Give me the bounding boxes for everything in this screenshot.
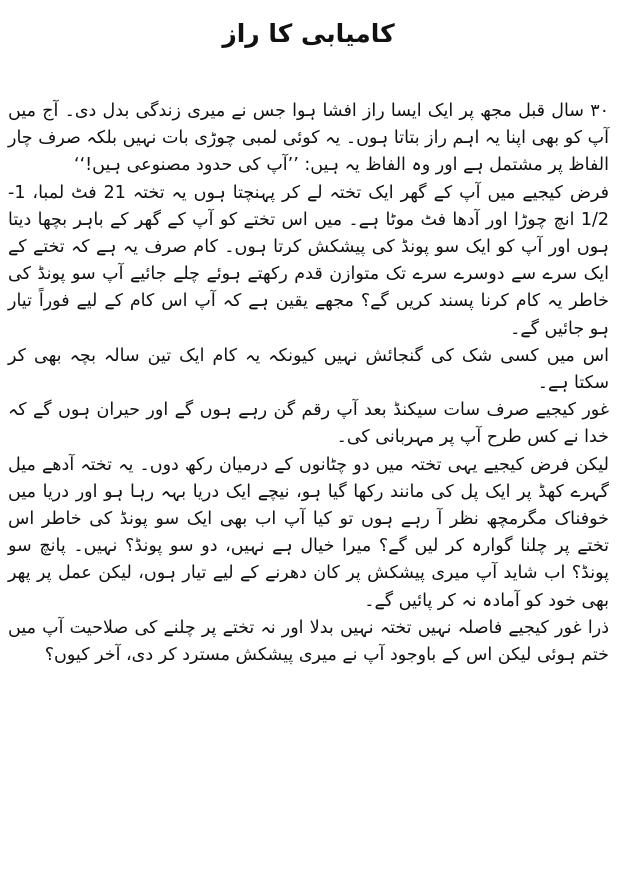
paragraph-why: ذرا غور کیجیے فاصلہ نہیں تختہ نہیں بدلا اور نہ تختے پر چلنے کی صلاحیت آپ میں ختم ہوئی لیکن اس کے باوجود آپ نے میری پیشکش مسترد کر دی، آخر کیوں؟ xyxy=(8,617,609,666)
paragraph-intro: ۳۰ سال قبل مجھ پر ایک ایسا راز افشا ہوا جس نے میری زندگی بدل دی۔ آج میں آپ کو بھی اپنا یہ اہم راز بتاتا ہوں۔ یہ کوئی لمبی چوڑی بات نہیں بلکہ صرف چار الفاظ پر مشتمل ہے اور وہ الفاظ یہ ہیں: ’’آپ کی حدود مصنوعی ہیں!‘‘ xyxy=(8,101,609,176)
paragraph-between-rocks: لیکن فرض کیجیے یہی تختہ میں دو چٹانوں کے درمیان رکھ دوں۔ یہ تختہ آدھے میل گہرے کھڈ پر ایک پل کی مانند رکھا گیا ہو، نیچے ایک دریا بہہ رہا ہو اور دریا میں خوفناک مگرمچھ نظر آ رہے ہوں تو کیا آپ اب بھی ایک سو پونڈ کی خاطر اس تختے پر چلنا گوارہ کر لیں گے؟ میرا خیال ہے نہیں، دو سو پونڈ؟ نہیں۔ پانچ سو پونڈ؟ اب شاید آپ میری پیشکش پر کان دھرنے کے لیے تیار ہوں، لیکن عمل پر پھر بھی خود کو آمادہ نہ کر پائیں گے۔ xyxy=(8,454,609,611)
page-title: کامیابی کا راز xyxy=(222,19,395,48)
paragraph-seven-seconds: غور کیجیے صرف سات سیکنڈ بعد آپ رقم گن رہے ہوں گے اور حیران ہوں گے کہ خدا نے کس طرح آپ پر مہربانی کی۔ xyxy=(8,400,609,448)
paragraph-plank-offer: فرض کیجیے میں آپ کے گھر ایک تختہ لے کر پہنچتا ہوں یہ تختہ 21 فٹ لمبا، 1-1/2 انچ چوڑا اور آدھا فٹ موٹا ہے۔ میں اس تختے کو آپ کے گھر کے باہر بچھا دیتا ہوں اور آپ کو ایک سو پونڈ کی پیشکش کرتا ہوں۔ کام صرف یہ ہے کہ تختے کے ایک سرے سے دوسرے سرے تک متوازن قدم رکھتے ہوئے چلے جائیے آپ سو پونڈ کی خاطر یہ کام کرنا پسند کریں گے؟ مجھے یقین ہے کہ آپ اس کام کے لیے فوراً تیار ہو جائیں گے۔ xyxy=(8,182,609,339)
paragraph-no-doubt: اس میں کسی شک کی گنجائش نہیں کیونکہ یہ کام ایک تین سالہ بچہ بھی کر سکتا ہے۔ xyxy=(8,345,609,394)
